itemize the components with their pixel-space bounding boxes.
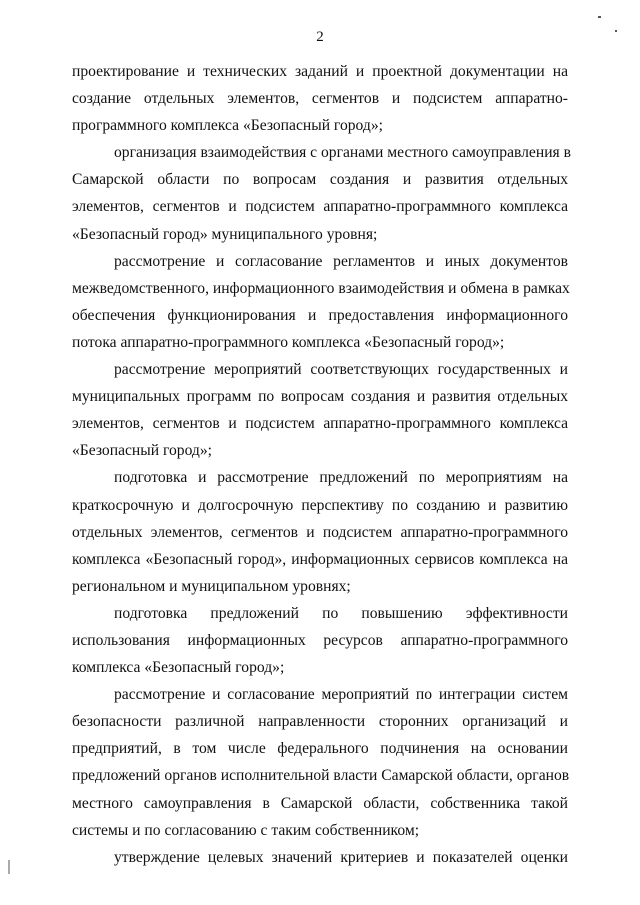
text-line: программного комплекса «Безопасный город»; bbox=[72, 117, 383, 135]
page-number: 2 bbox=[316, 29, 324, 45]
text-line: обеспечения функционирования и предоставления информационного bbox=[72, 306, 568, 324]
text-line: рассмотрение и согласование регламентов и иных документов bbox=[114, 252, 568, 270]
scan-artifact bbox=[598, 16, 601, 18]
text-line: рассмотрение и согласование мероприятий по интеграции систем bbox=[114, 686, 568, 704]
text-line: «Безопасный город»; bbox=[72, 442, 212, 460]
text-line: предложений органов исполнительной власти Самарской области, органов bbox=[72, 767, 570, 785]
text-line: использования информационных ресурсов аппаратно-программного bbox=[72, 631, 568, 649]
text-line: комплекса «Безопасный город»; bbox=[72, 659, 285, 677]
scan-artifact bbox=[615, 30, 617, 32]
text-line: комплекса «Безопасный город», информационных сервисов комплекса на bbox=[72, 550, 568, 568]
text-line: краткосрочную и долгосрочную перспективу по созданию и развитию bbox=[72, 496, 568, 514]
text-line: муниципальных программ по вопросам создания и развития отдельных bbox=[72, 388, 568, 406]
text-line: утверждение целевых значений критериев и показателей оценки bbox=[114, 848, 568, 866]
text-line: межведомственного, информационного взаимодействия и обмена в рамках bbox=[72, 279, 570, 297]
text-line: элементов, сегментов и подсистем аппаратно-программного комплекса bbox=[72, 198, 568, 216]
text-line: создание отдельных элементов, сегментов и подсистем аппаратно- bbox=[72, 90, 568, 108]
text-line: подготовка предложений по повышению эффективности bbox=[114, 604, 568, 622]
text-line: организация взаимодействия с органами местного самоуправления в bbox=[114, 144, 571, 162]
text-line: Самарской области по вопросам создания и развития отдельных bbox=[72, 171, 568, 189]
scan-artifact bbox=[8, 860, 10, 874]
text-line: рассмотрение мероприятий соответствующих государственных и bbox=[114, 361, 568, 379]
text-line: «Безопасный город» муниципального уровня; bbox=[72, 225, 378, 243]
text-line: региональном и муниципальном уровнях; bbox=[72, 577, 351, 595]
text-line: безопасности различной направленности сторонних организаций и bbox=[72, 713, 568, 731]
document-body bbox=[72, 58, 571, 871]
text-line: подготовка и рассмотрение предложений по мероприятиям на bbox=[114, 469, 568, 487]
text-line: местного самоуправления в Самарской области, собственника такой bbox=[72, 794, 568, 812]
text-line: потока аппаратно-программного комплекса «Безопасный город»; bbox=[72, 333, 505, 351]
text-line: предприятий, в том числе федерального подчинения на основании bbox=[72, 740, 568, 758]
text-line: отдельных элементов, сегментов и подсистем аппаратно-программного bbox=[72, 523, 568, 541]
text-line: элементов, сегментов и подсистем аппаратно-программного комплекса bbox=[72, 415, 568, 433]
text-line: проектирование и технических заданий и проектной документации на bbox=[72, 63, 568, 80]
text-line: системы и по согласованию с таким собственником; bbox=[72, 821, 420, 839]
